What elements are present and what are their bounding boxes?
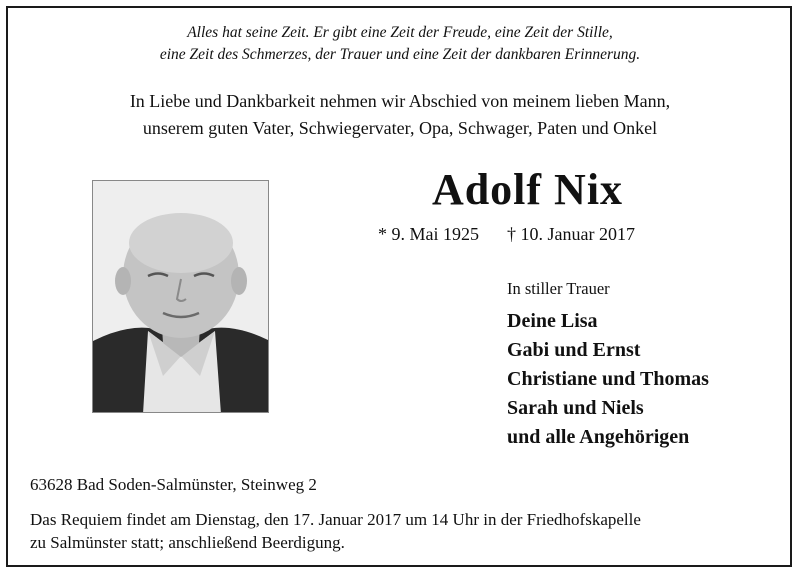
service-info <box>30 508 780 554</box>
intro-line-1: In Liebe und Dankbarkeit nehmen wir Abschied von meinem lieben Mann, <box>129 91 671 111</box>
intro-text <box>0 88 800 142</box>
life-dates <box>378 222 635 246</box>
portrait-photo <box>92 180 269 413</box>
intro-line-2: unserem guten Vater, Schwiegervater, Opa, Schwager, Paten und Onkel <box>142 118 658 138</box>
service-line-2: zu Salmünster statt; anschließend Beerdigung. <box>30 533 345 552</box>
mourning-heading: In stiller Trauer <box>507 279 610 298</box>
birth-date: * 9. Mai 1925 <box>378 224 479 244</box>
mourner-name: Deine Lisa <box>507 310 598 332</box>
mourner-name: und alle Angehörigen <box>507 426 690 448</box>
opening-quote <box>0 22 800 66</box>
address: 63628 Bad Soden-Salmünster, Steinweg 2 <box>30 475 317 494</box>
mourner-name: Sarah und Niels <box>507 397 644 419</box>
mourners-list <box>507 307 709 452</box>
deceased-name: Adolf Nix <box>431 165 624 214</box>
service-line-1: Das Requiem findet am Dienstag, den 17. Januar 2017 um 14 Uhr in der Friedhofskapelle <box>30 510 641 529</box>
mourner-name: Christiane und Thomas <box>507 368 709 390</box>
death-date: † 10. Januar 2017 <box>507 224 635 244</box>
quote-line-2: eine Zeit des Schmerzes, der Trauer und eine Zeit der dankbaren Erinnerung. <box>159 46 641 63</box>
mourner-name: Gabi und Ernst <box>507 339 641 361</box>
quote-line-1: Alles hat seine Zeit. Er gibt eine Zeit der Freude, eine Zeit der Stille, <box>187 24 613 41</box>
